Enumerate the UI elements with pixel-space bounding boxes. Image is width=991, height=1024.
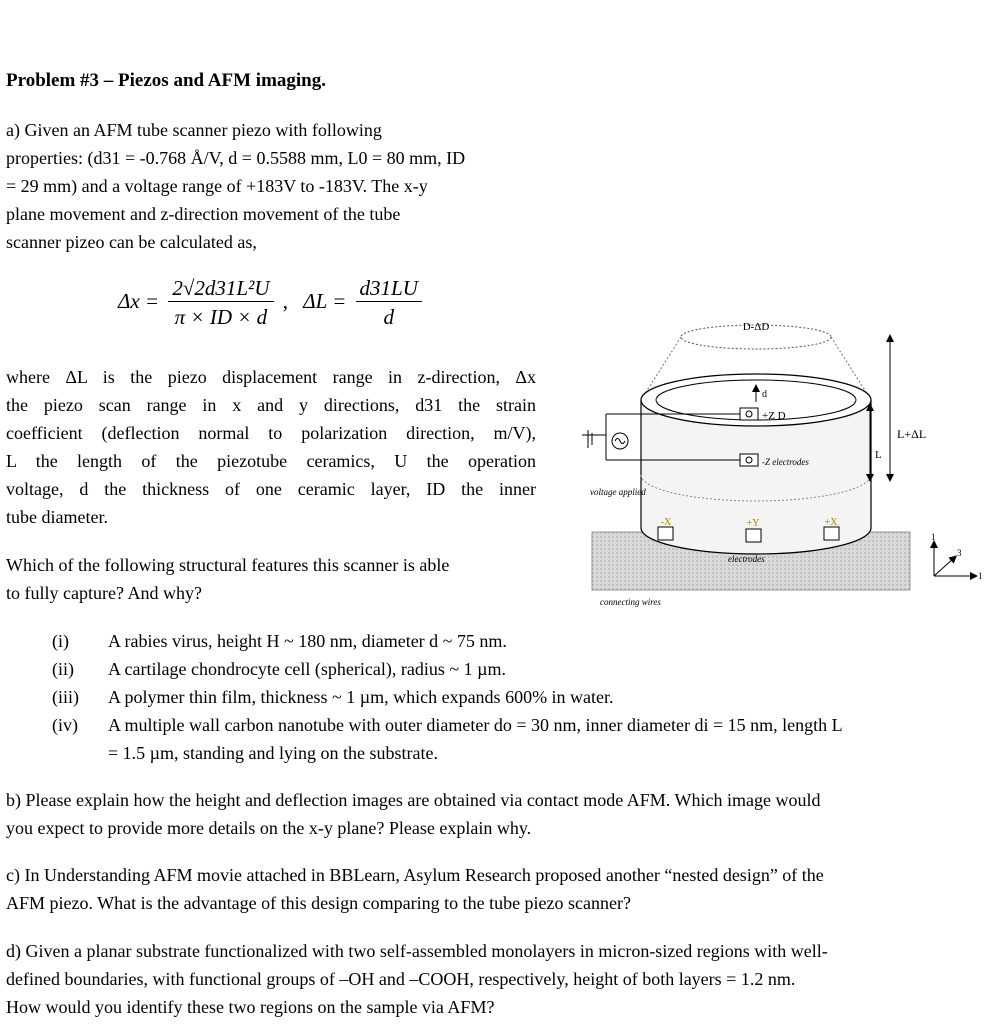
minus-z-electrode: [740, 454, 758, 466]
part-b-text: [6, 786, 986, 842]
where-line: L the length of the piezotube ceramics, U the operation: [6, 451, 536, 471]
voltage-label: voltage applied: [590, 487, 646, 497]
where-line: tube diameter.: [6, 507, 108, 527]
part-d-line: How would you identify these two regions on the sample via AFM?: [6, 997, 495, 1017]
thickness-label: d: [762, 389, 767, 400]
where-line: coefficient (deflection normal to polarization direction, m/V),: [6, 423, 536, 443]
fraction-dx-denominator: π × ID × d: [174, 305, 268, 329]
formula-lhs-dx: Δx =: [118, 288, 160, 313]
plus-y-electrode: [746, 529, 761, 542]
problem-title: Problem #3 – Piezos and AFM imaging.: [6, 70, 326, 91]
where-line: where ΔL is the piezo displacement range in z-direction, Δx: [6, 367, 536, 387]
fraction-dx-numerator: 2√2d31L²U: [168, 276, 273, 302]
part-d-line: d) Given a planar substrate functionalized with two self-assembled monolayers in micron-sized regions with well-: [6, 941, 828, 961]
formula-lhs-dl: ΔL =: [303, 288, 347, 313]
top-diameter-label: D-ΔD: [742, 321, 770, 333]
fraction-dl-denominator: d: [383, 305, 394, 329]
extended-length-label: L+ΔL: [897, 427, 927, 441]
fraction-dl: [356, 276, 422, 330]
question-line: to fully capture? And why?: [6, 583, 202, 603]
list-item-text: A cartilage chondrocyte cell (spherical), radius ~ 1 µm.: [108, 659, 506, 679]
axis-diagonal: [934, 558, 954, 576]
part-d-line: defined boundaries, with functional groups of –OH and –COOH, respectively, height of both layers = 1.2 nm.: [6, 969, 796, 989]
list-item-text: = 1.5 µm, standing and lying on the substrate.: [108, 743, 438, 763]
formula-separator: ,: [282, 288, 288, 313]
where-paragraph: [6, 363, 536, 531]
formula: [118, 276, 426, 330]
minus-x-label: -X: [660, 517, 672, 528]
length-label: L: [875, 449, 882, 461]
list-item-number: (iv): [52, 715, 78, 735]
list-item-text: A multiple wall carbon nanotube with outer diameter do = 30 nm, inner diameter di = 15 nm, length L: [108, 715, 843, 735]
where-line: voltage, d the thickness of one ceramic layer, ID the inner: [6, 479, 536, 499]
part-a-line: scanner pizeo can be calculated as,: [6, 232, 257, 252]
axis-label-diagonal: 3: [957, 548, 962, 558]
where-line: the piezo scan range in x and y directions, d31 the strain: [6, 395, 536, 415]
list-item-text: A polymer thin film, thickness ~ 1 µm, which expands 600% in water.: [108, 687, 614, 707]
plus-x-electrode: [824, 527, 839, 540]
list-item-number: (iii): [52, 687, 79, 707]
plus-y-label: +Y: [746, 518, 760, 529]
minus-z-label: -Z electrodes: [762, 457, 809, 467]
fraction-dx: [168, 276, 273, 330]
list-item-number: (i): [52, 631, 69, 651]
plus-x-label: +X: [824, 517, 838, 528]
axis-label-horizontal: 1: [978, 571, 983, 581]
plus-z-label: +Z D: [762, 410, 786, 422]
part-d-text: [6, 937, 986, 1021]
part-c-text: [6, 861, 986, 917]
list-item-text: A rabies virus, height H ~ 180 nm, diameter d ~ 75 nm.: [108, 631, 507, 651]
question-line: Which of the following structural features this scanner is able: [6, 555, 450, 575]
wires-label: connecting wires: [600, 597, 661, 607]
electrodes-label: electrodes: [728, 554, 765, 564]
part-b-line: b) Please explain how the height and deflection images are obtained via contact mode AFM. Which image would: [6, 790, 821, 810]
minus-x-electrode: [658, 527, 673, 540]
part-b-line: you expect to provide more details on the x-y plane? Please explain why.: [6, 818, 532, 838]
part-a-line: a) Given an AFM tube scanner piezo with following: [6, 120, 382, 140]
question-paragraph: [6, 551, 546, 607]
fraction-dl-numerator: d31LU: [356, 276, 422, 302]
axis-label-vertical: 1: [931, 532, 936, 542]
list-item-number: (ii): [52, 659, 74, 679]
part-c-line: AFM piezo. What is the advantage of this design comparing to the tube piezo scanner?: [6, 893, 631, 913]
part-a-line: properties: (d31 = -0.768 Å/V, d = 0.5588 mm, L0 = 80 mm, ID: [6, 148, 466, 168]
part-a-line: = 29 mm) and a voltage range of +183V to -183V. The x-y: [6, 176, 428, 196]
plus-z-electrode: [740, 408, 758, 420]
part-a-text: [6, 116, 546, 256]
part-a-line: plane movement and z-direction movement of the tube: [6, 204, 401, 224]
tube-scanner-diagram: [560, 300, 990, 630]
part-c-line: c) In Understanding AFM movie attached in BBLearn, Asylum Research proposed another “nested design” of the: [6, 865, 824, 885]
